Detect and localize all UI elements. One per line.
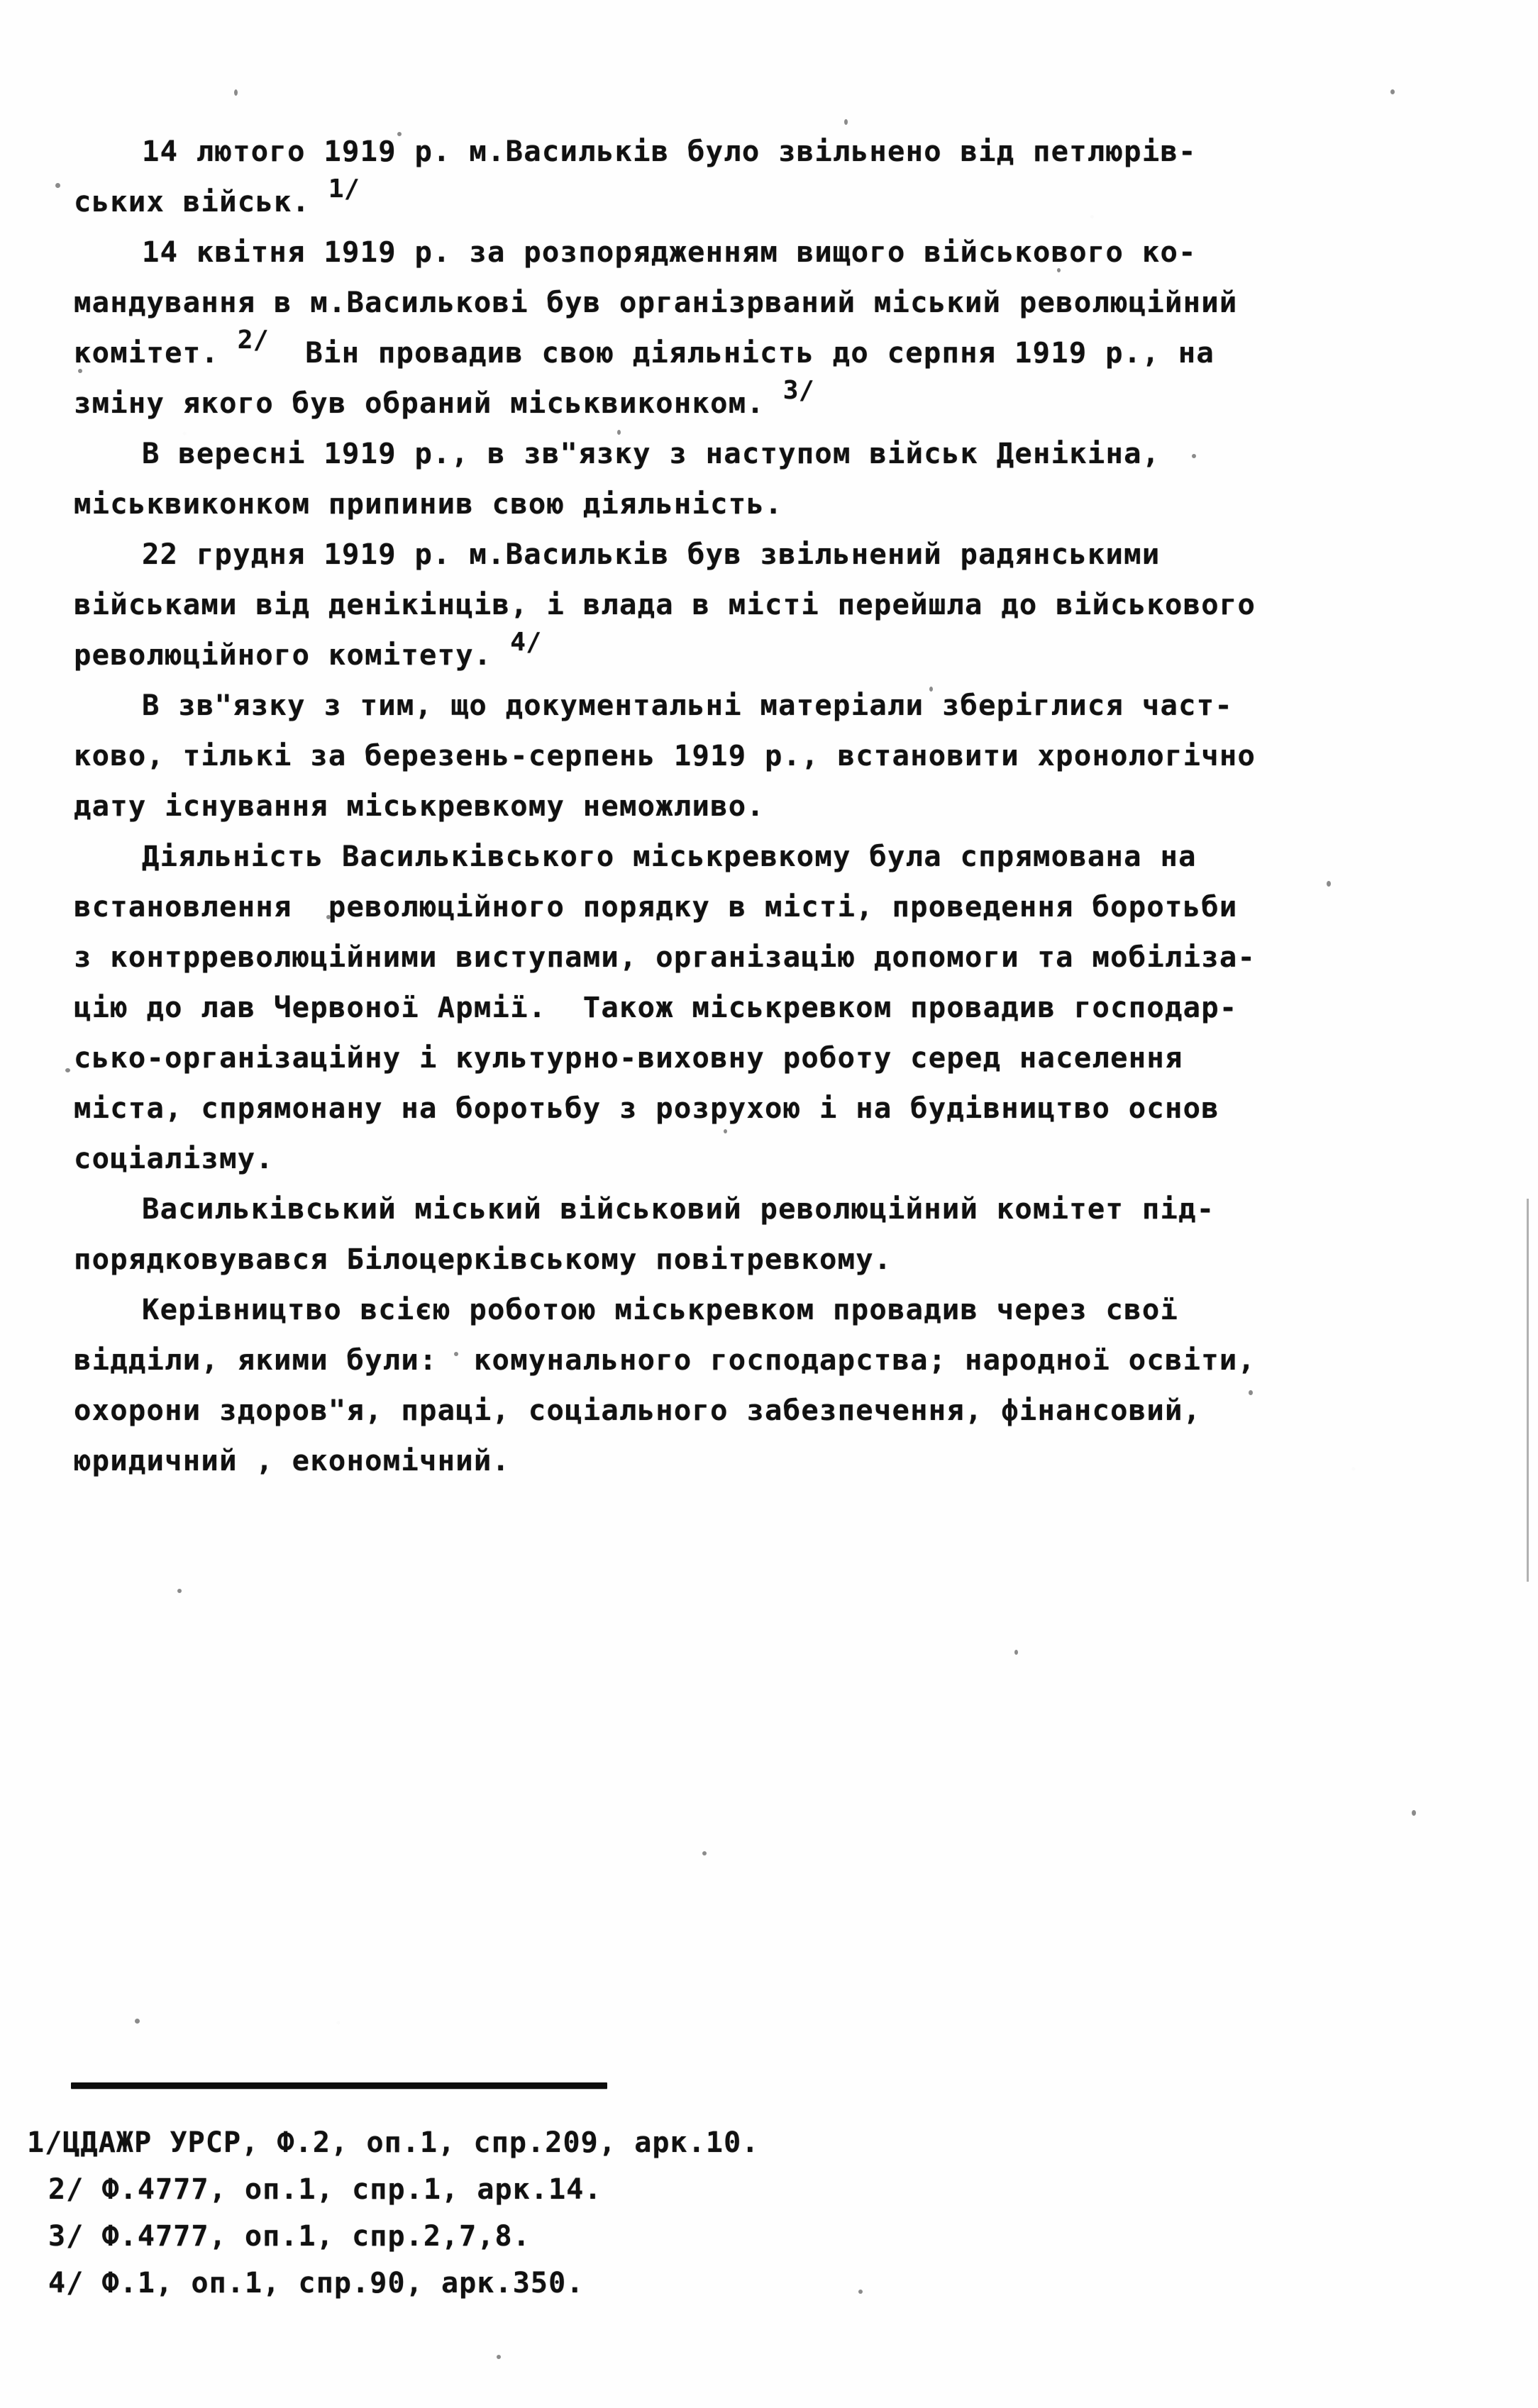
- text-run: Діяльність Васильківського міськревкому була спрямована на: [142, 839, 1197, 873]
- footnote-separator-rule: [71, 2082, 607, 2089]
- text-run: В вересні 1919 р., в зв"язку з наступом військ Денікіна,: [142, 436, 1161, 470]
- text-line: [74, 579, 1464, 630]
- scan-speck: [858, 2290, 863, 2294]
- scan-speck: [724, 1129, 727, 1133]
- scan-speck: [397, 132, 402, 136]
- scan-speck: [497, 2355, 501, 2359]
- text-run: з контрреволюційними виступами, організацію допомоги та мобіліза-: [74, 940, 1256, 974]
- text-line: [74, 1335, 1464, 1385]
- scan-speck: [454, 1352, 458, 1356]
- text-run: міськвиконком припинив свою діяльність.: [74, 487, 783, 521]
- text-run: Він провадив свою діяльність до серпня 1919 р., на: [269, 335, 1215, 370]
- text-line: [74, 1033, 1464, 1083]
- footnote-block: [27, 2119, 1020, 2307]
- text-line: [74, 630, 1464, 680]
- text-run: 14 лютого 1919 р. м.Васильків було звільнено від петлюрів-: [142, 134, 1197, 168]
- text-line: [74, 731, 1464, 781]
- scan-speck: [234, 89, 238, 96]
- text-run: зміну якого був обраний міськвиконком.: [74, 386, 783, 420]
- footnote-reference-marker: 4/: [510, 628, 542, 657]
- text-line: [74, 781, 1464, 831]
- footnote-reference-marker: 3/: [782, 376, 815, 405]
- text-line: [74, 1285, 1464, 1335]
- text-run: дату існування міськревкому неможливо.: [74, 789, 765, 823]
- scan-speck: [1057, 268, 1061, 272]
- text-line: [74, 831, 1464, 882]
- scan-speck: [1327, 881, 1331, 887]
- scan-speck: [1412, 1810, 1416, 1816]
- footnote-entry: 1/ЦДАЖР УРСР, Ф.2, оп.1, спр.209, арк.10.: [27, 2126, 760, 2159]
- text-line: [74, 428, 1464, 479]
- scan-edge-streak: [1527, 1199, 1529, 1582]
- scan-speck: [929, 687, 933, 692]
- scan-speck: [1014, 1650, 1018, 1655]
- text-run: відділи, якими були: комунального господарства; народної освіти,: [74, 1343, 1256, 1377]
- footnote-entry: 4/ Ф.1, оп.1, спр.90, арк.350.: [48, 2267, 585, 2299]
- text-line: [74, 1083, 1464, 1133]
- text-run: революційного комітету.: [74, 638, 511, 672]
- scan-speck: [213, 660, 217, 664]
- text-line: [74, 680, 1464, 731]
- text-line: [74, 1133, 1464, 1184]
- text-run: 14 квітня 1919 р. за розпорядженням вищого військового ко-: [142, 235, 1197, 269]
- text-line: [74, 378, 1464, 428]
- text-run: Васильківський міський військовий революційний комітет під-: [142, 1192, 1215, 1226]
- scan-speck: [844, 119, 848, 125]
- scan-speck: [135, 2019, 140, 2024]
- text-run: юридичний , економічний.: [74, 1443, 511, 1477]
- text-line: [74, 174, 1464, 227]
- text-line: [74, 1436, 1464, 1486]
- text-run: В зв"язку з тим, що документальні матеріали зберіглися част-: [142, 688, 1233, 722]
- scan-speck: [78, 369, 82, 373]
- text-line: [74, 1184, 1464, 1234]
- text-run: мандування в м.Василькові був організрваний міський революційний: [74, 285, 1238, 319]
- text-run: ково, тількі за березень-серпень 1919 р., встановити хронологічно: [74, 738, 1256, 772]
- text-line: [74, 1385, 1464, 1436]
- text-run: міста, спрямонану на боротьбу з розрухою і на будівництво основ: [74, 1091, 1219, 1125]
- text-line: [74, 529, 1464, 579]
- footnote-reference-marker: 1/: [328, 174, 360, 204]
- text-run: соціалізму.: [74, 1141, 274, 1175]
- text-run: ських військ.: [74, 184, 328, 218]
- scan-speck: [177, 1589, 182, 1593]
- text-line: [74, 328, 1464, 378]
- text-run: порядковувався Білоцерківському повітревкому.: [74, 1242, 892, 1276]
- document-body: [74, 126, 1464, 1486]
- text-run: сько-організаційну і культурно-виховну роботу серед населення: [74, 1041, 1183, 1075]
- text-line: [74, 982, 1464, 1033]
- scan-speck: [65, 1068, 70, 1072]
- footnote-entry: 2/ Ф.4777, оп.1, спр.1, арк.14.: [48, 2173, 602, 2206]
- text-run: 22 грудня 1919 р. м.Васильків був звільнений радянськими: [142, 537, 1161, 571]
- scan-speck: [617, 430, 621, 435]
- footnote-entry: 3/ Ф.4777, оп.1, спр.2,7,8.: [48, 2220, 531, 2253]
- text-run: комітет.: [74, 335, 238, 370]
- text-line: [74, 882, 1464, 932]
- text-run: Керівництво всією роботою міськревком провадив через свої: [142, 1292, 1179, 1326]
- text-run: військами від денікінців, і влада в місті перейшла до військового: [74, 587, 1256, 621]
- scan-speck: [702, 1851, 707, 1855]
- scan-speck: [1192, 454, 1196, 458]
- text-run: охорони здоров"я, праці, соціального забезпечення, фінансовий,: [74, 1393, 1202, 1427]
- text-line: [74, 1234, 1464, 1285]
- text-line: [74, 277, 1464, 328]
- scan-speck: [1249, 1390, 1253, 1395]
- scan-speck: [1390, 89, 1395, 94]
- text-run: цію до лав Червоної Армії. Також міськревком провадив господар-: [74, 990, 1238, 1024]
- scan-speck: [326, 915, 331, 919]
- footnote-reference-marker: 2/: [237, 326, 270, 355]
- text-line: [74, 227, 1464, 277]
- text-line: [74, 479, 1464, 529]
- text-line: [74, 126, 1464, 177]
- text-line: [74, 932, 1464, 982]
- text-run: встановлення революційного порядку в місті, проведення боротьби: [74, 889, 1238, 923]
- scan-speck: [55, 183, 60, 188]
